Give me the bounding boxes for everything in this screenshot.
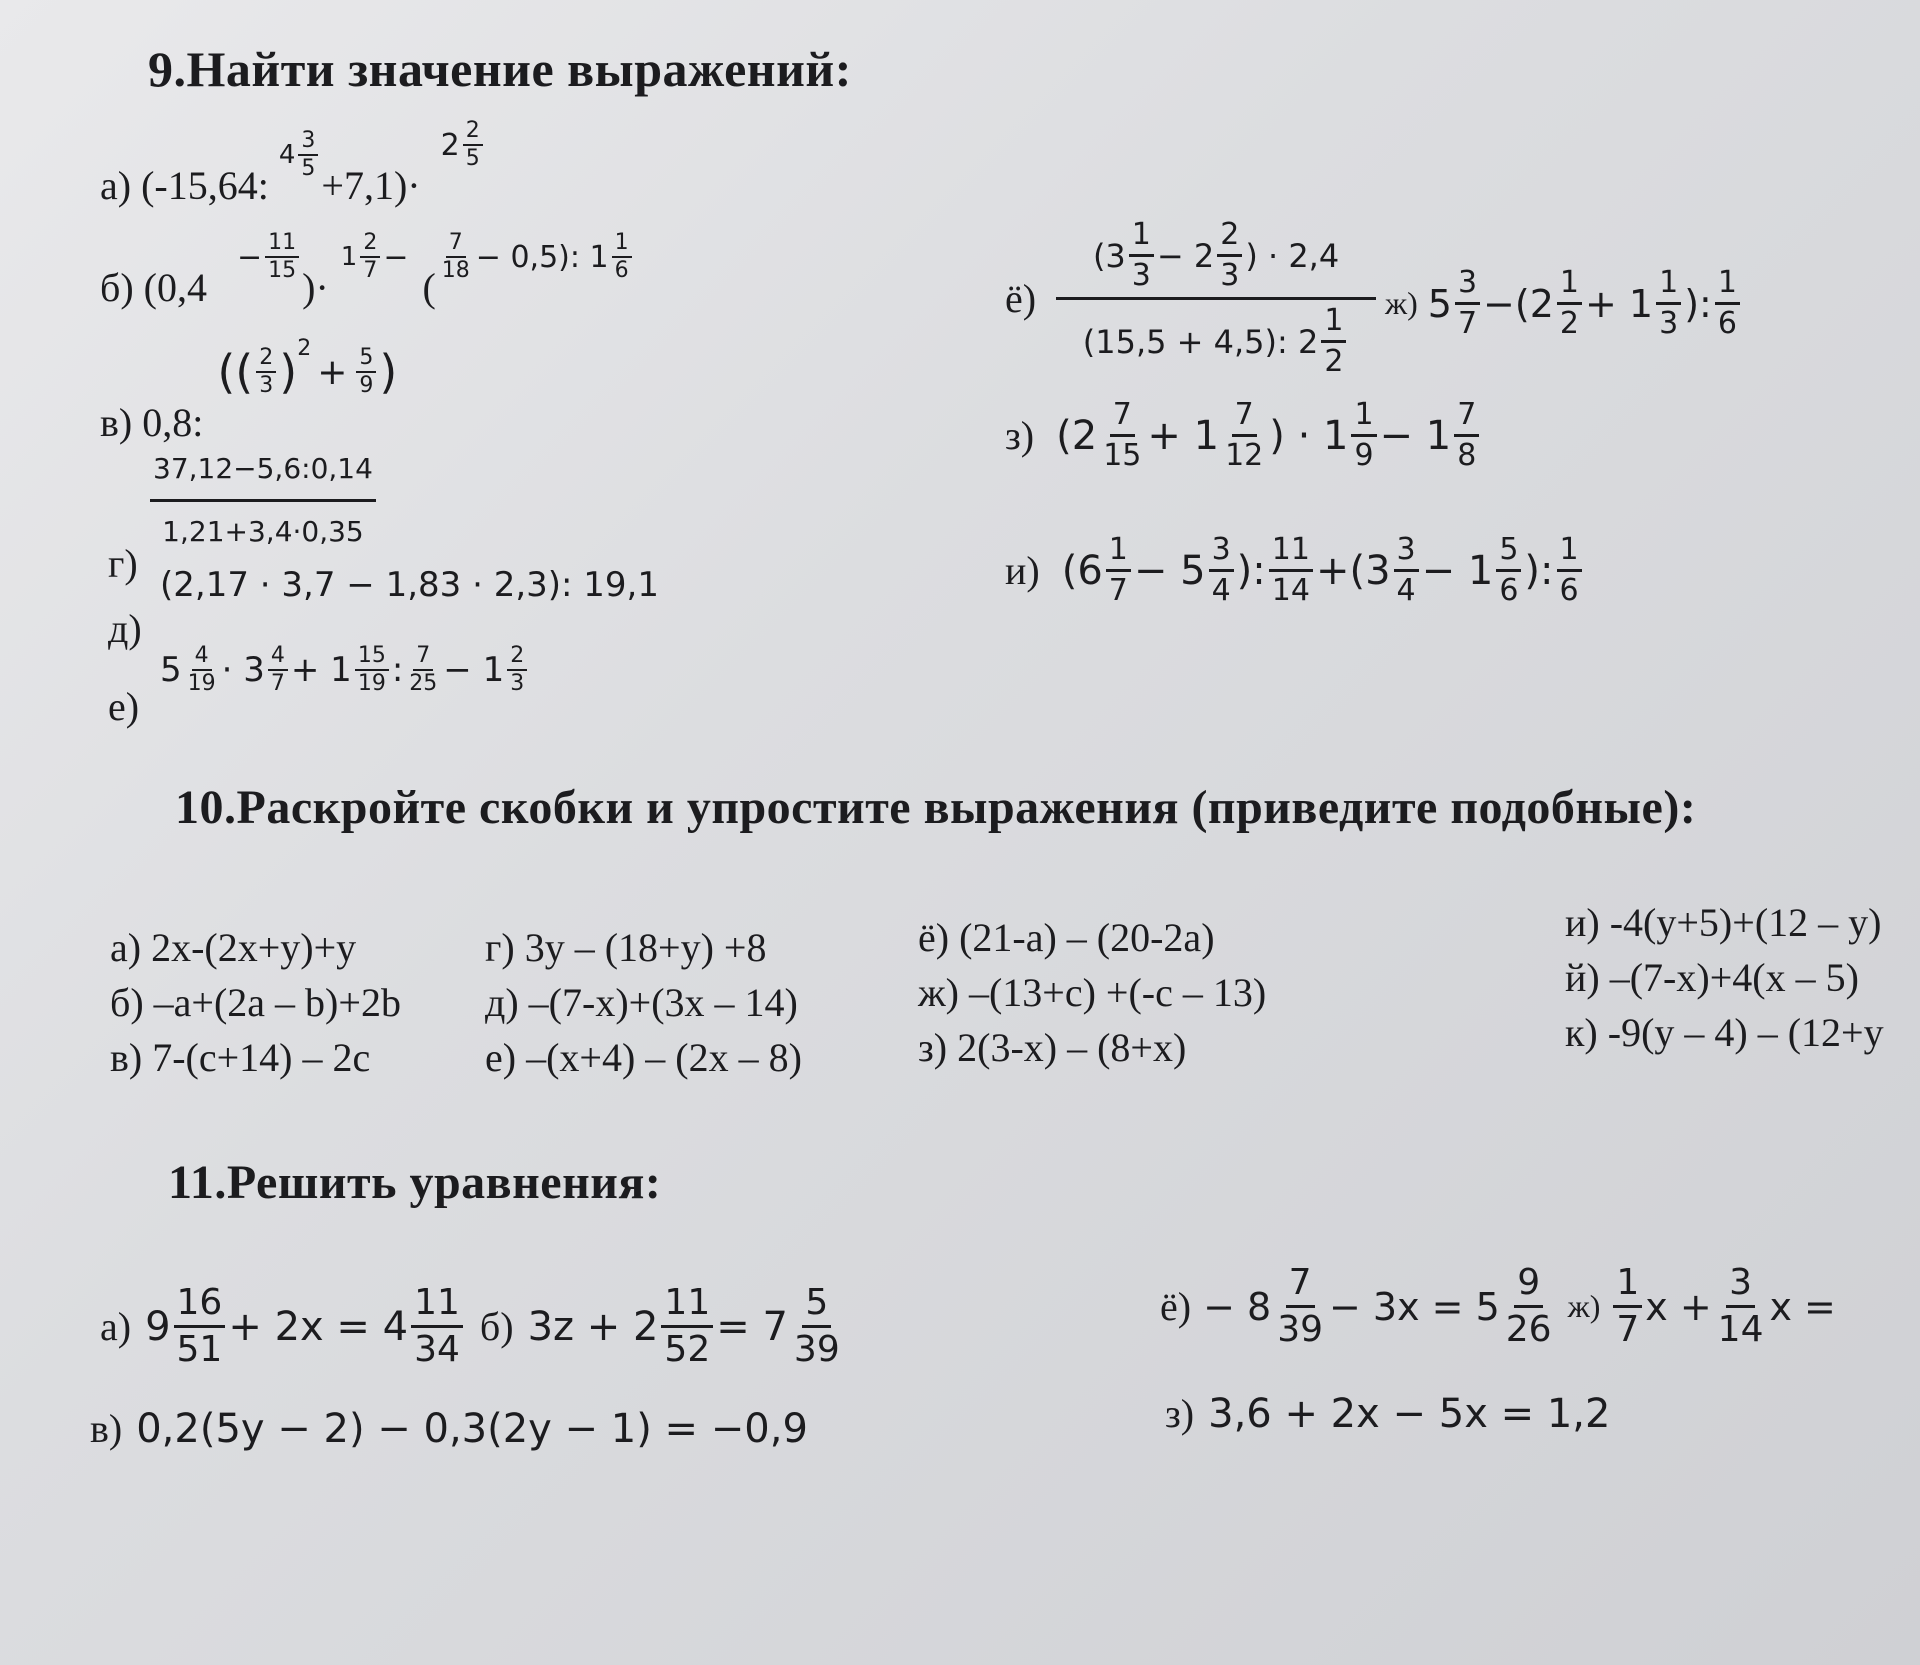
- fraction: $\frac{3}{14}$: [1717, 1262, 1764, 1350]
- text: − 0,5): 1: [475, 239, 609, 275]
- section-11-title: 11.Решить уравнения:: [168, 1156, 662, 1209]
- problem-10a: а) 2x-(2x+y)+y: [110, 925, 357, 970]
- problem-10zh: ж) –(13+c) +(-c – 13): [918, 970, 1267, 1015]
- label: ё): [1005, 276, 1037, 321]
- problem-10e: е) –(x+4) – (2x – 8): [485, 1035, 802, 1080]
- fraction: $\frac{3}{7}$: [1455, 268, 1480, 339]
- problem-10yo: ё) (21-a) – (20-2a): [918, 915, 1215, 960]
- text: +7,1)·: [321, 162, 421, 208]
- fraction: $\frac{11}{34}$: [411, 1285, 463, 1368]
- fraction: $\frac{9}{26}$: [1505, 1262, 1552, 1350]
- fraction: $\frac{2}{7}$: [360, 232, 380, 282]
- fraction: $\frac{37,12-5,6:0,14}{1,21+3,4\cdot 0,35}$: [150, 455, 376, 546]
- fraction: $\frac{5}{39}$: [793, 1282, 840, 1370]
- fraction: $\frac{1}{6}$: [1557, 535, 1582, 606]
- problem-9g: [100, 452, 379, 586]
- fraction: $\frac{1}{7}$: [1106, 535, 1131, 606]
- fraction: $\frac{2}{3}$: [1217, 220, 1242, 291]
- label: б): [100, 264, 134, 310]
- text: 0,8:: [142, 399, 204, 445]
- label: ё): [1160, 1284, 1192, 1329]
- label: в): [100, 399, 133, 445]
- problem-9b: [100, 230, 635, 312]
- problems-10-col4: [1565, 895, 1920, 1060]
- fraction: $\frac{1}{3}$: [1656, 268, 1681, 339]
- expression: 3,6 + 2x − 5x = 1,2: [1208, 1390, 1611, 1437]
- fraction: $\frac{7}{8}$: [1454, 400, 1479, 471]
- fraction: $\frac{11}{14}$: [1269, 535, 1313, 606]
- fraction: $\frac{5}{9}$: [356, 347, 376, 397]
- expression: (2,17 · 3,7 − 1,83 · 2,3): 19,1: [160, 565, 659, 605]
- label: е): [108, 684, 140, 729]
- problems-10-col1: [110, 920, 401, 1085]
- problem-10v: в) 7-(c+14) – 2c: [110, 1035, 371, 1080]
- label: ж): [1567, 1288, 1601, 1324]
- fraction: $\frac{2}{5}$: [463, 120, 483, 170]
- problem-9zh: ж) 5 $\frac{3}{7}$ − (2 $\frac{1}{2}$ + 1 $\frac{1}{3}$ ): $\frac{1}{6}$: [1385, 268, 1743, 339]
- text: )·: [302, 264, 329, 310]
- problem-9i: и) (6 $\frac{1}{7}$ − 5 $\frac{3}{4}$ ): $\frac{11}{14}$ + (3 $\frac{3}{4}$ − 1 $\frac{5}{6}$ ): $\frac{1}{6}$: [1005, 535, 1585, 606]
- problem-9z: з) (2 $\frac{7}{15}$ + 1 $\frac{7}{12}$ ) · 1 $\frac{1}{9}$ − 1 $\frac{7}{8}$: [1005, 400, 1482, 471]
- expression: 5 $\frac{4}{19}$ · 3 $\frac{4}{7}$ + 1 $\frac{15}{19}$ : $\frac{7}{25}$ − 1 $\frac{2}{3}$: [160, 645, 530, 695]
- text: (-15,64:: [141, 162, 269, 208]
- text: (: [422, 264, 436, 310]
- exponent: 2: [297, 335, 312, 361]
- whole: 1: [340, 242, 358, 272]
- label: д): [108, 606, 142, 651]
- fraction: $\frac{1}{9}$: [1351, 400, 1376, 471]
- problem-11a-b: а) 9 $\frac{16}{51}$ + 2x = 4 $\frac{11}{34}$ б) 3z + 2 $\frac{11}{52}$ = 7 $\frac{5}{39}$: [100, 1285, 846, 1368]
- fraction: $\frac{1}{2}$: [1557, 268, 1582, 339]
- fraction: $\frac{7}{25}$: [409, 643, 438, 696]
- fraction: $\frac{16}{51}$: [174, 1285, 226, 1368]
- text: (0,4: [143, 264, 207, 310]
- problem-10i: и) -4(y+5)+(12 – y): [1565, 900, 1882, 945]
- fraction: $\frac{1}{6}$: [612, 232, 632, 282]
- fraction: $\frac{1}{2}$: [1321, 306, 1346, 377]
- denominator: (15,5 + 4,5): 2 $\frac{1}{2}$: [1083, 300, 1350, 377]
- problem-10b: б) –a+(2a – b)+2b: [110, 980, 401, 1025]
- label: ж): [1385, 285, 1418, 321]
- fraction: $\frac{2}{3}$: [507, 645, 527, 695]
- label: г): [108, 541, 138, 586]
- label: и): [1005, 548, 1040, 593]
- whole: 4: [278, 140, 296, 170]
- whole: 2: [440, 127, 460, 163]
- fraction: $\frac{1}{3}$: [1129, 220, 1154, 291]
- label: б): [479, 1304, 514, 1349]
- fraction: $\frac{7}{39}$: [1277, 1262, 1323, 1350]
- fraction: $\frac{2}{3}$: [256, 347, 276, 397]
- fraction: $\frac{7}{12}$: [1225, 397, 1264, 473]
- text: ): [279, 345, 298, 399]
- section-10-title: 10.Раскройте скобки и упростите выражения (приведите подобные):: [175, 781, 1697, 834]
- fraction: $\frac{7}{15}$: [1103, 397, 1142, 473]
- problems-10-col2: [485, 920, 802, 1085]
- fraction: $\frac{11}{52}$: [661, 1285, 713, 1368]
- label: а): [100, 1304, 132, 1349]
- fraction: $\frac{15}{19}$: [355, 645, 389, 695]
- problem-11z: [1165, 1390, 1610, 1437]
- problems-10-col3: [918, 910, 1266, 1075]
- fraction: $\frac{4}{19}$: [187, 643, 216, 696]
- problem-9a: [100, 118, 486, 210]
- fraction: $\frac{3}{4}$: [1209, 535, 1234, 606]
- fraction: $\frac{3}{5}$: [298, 130, 318, 180]
- fraction: $\frac{7}{18}$: [441, 230, 470, 283]
- section-9-title: 9.Найти значение выражений:: [148, 41, 852, 97]
- numerator: (3 $\frac{1}{3}$ − 2 $\frac{2}{3}$ ) · 2,4: [1092, 217, 1340, 293]
- fraction: $\frac{11}{15}$: [265, 232, 299, 282]
- minus: −: [237, 239, 263, 275]
- fraction: $\frac{1}{7}$: [1613, 1265, 1642, 1348]
- problem-10g: г) 3y – (18+y) +8: [485, 925, 767, 970]
- problem-11v: [90, 1405, 808, 1452]
- problem-9d: [100, 565, 659, 652]
- fraction: $\frac{5}{6}$: [1496, 535, 1521, 606]
- problem-9v: [100, 335, 398, 445]
- fraction: $\frac{1}{6}$: [1715, 268, 1740, 339]
- expression: 0,2(5y − 2) − 0,3(2y − 1) = −0,9: [136, 1405, 808, 1452]
- label: з): [1165, 1391, 1195, 1436]
- problem-10k: к) -9(y – 4) – (12+y: [1565, 1010, 1884, 1055]
- fraction: $\frac{3}{4}$: [1394, 535, 1419, 606]
- big-fraction: [1056, 217, 1376, 379]
- text: ): [379, 345, 398, 399]
- label: з): [1005, 413, 1035, 458]
- problem-10z: з) 2(3-x) – (8+x): [918, 1025, 1187, 1070]
- problem-10d: д) –(7-x)+(3x – 14): [485, 980, 798, 1025]
- problem-9yo: [1005, 217, 1376, 379]
- text: ((: [217, 345, 254, 399]
- text: +: [317, 351, 348, 393]
- label: в): [90, 1406, 123, 1451]
- minus: −: [383, 239, 409, 275]
- label: а): [100, 162, 132, 208]
- problem-11yo-zh: ё) − 8 $\frac{7}{39}$ − 3x = 5 $\frac{9}{26}$ ж) $\frac{1}{7}$ x + $\frac{3}{14}$ x =: [1160, 1262, 1836, 1350]
- fraction: $\frac{4}{7}$: [268, 645, 288, 695]
- problem-10y: й) –(7-x)+4(x – 5): [1565, 955, 1859, 1000]
- problem-9e: [100, 645, 530, 730]
